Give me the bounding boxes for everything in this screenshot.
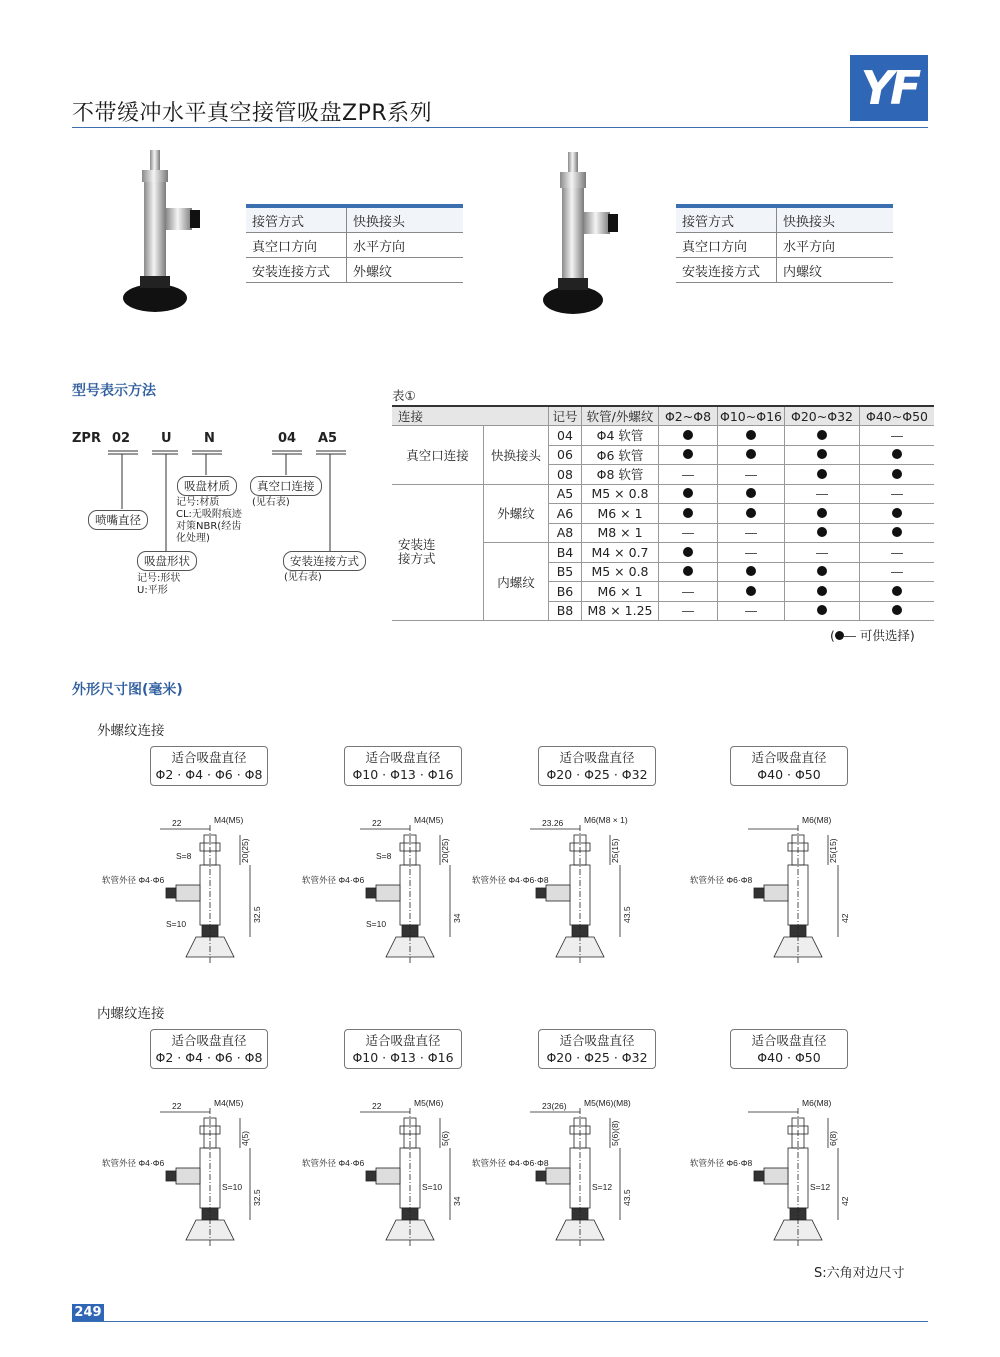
availability-cell (785, 484, 860, 504)
external-drawing (100, 815, 280, 975)
internal-drawing (300, 1098, 480, 1258)
availability-cell (718, 523, 785, 543)
table-row: A8 M8 × 1 (392, 523, 934, 543)
table-row: B6 M6 × 1 (392, 582, 934, 602)
table-row: 08 Φ8 软管 (392, 465, 934, 485)
dimension-label: 25(15) (828, 838, 838, 863)
unavailable-dash (891, 494, 903, 495)
dimension-label: 22 (172, 818, 182, 828)
availability-cell (785, 543, 860, 563)
dims-section-title: 外形尺寸图(毫米) (72, 682, 183, 698)
dimension-label: 软管外径 Φ4·Φ6 (302, 875, 365, 885)
available-dot (683, 508, 693, 518)
internal-drawing (688, 1098, 868, 1258)
unavailable-dash (891, 572, 903, 573)
dimension-label: 42 (840, 1196, 850, 1206)
dimension-label: 43.5 (622, 1189, 632, 1206)
available-dot (817, 449, 827, 459)
table1-caption: 表① (392, 388, 416, 403)
dimension-label: S=10 (166, 919, 187, 929)
availability-cell (659, 504, 718, 524)
range-box: 适合吸盘直径 Φ40 · Φ50 (730, 746, 848, 786)
availability-cell (718, 543, 785, 563)
spec-table-external: 接管方式 快换接头 真空口方向 水平方向 安装连接方式 外螺纹 (246, 204, 463, 283)
availability-cell (718, 601, 785, 621)
code-mount: A5 (318, 431, 338, 446)
unavailable-dash (816, 494, 828, 495)
availability-cell (659, 582, 718, 602)
dimension-label: 22 (372, 818, 382, 828)
availability-cell (659, 484, 718, 504)
available-dot (892, 527, 902, 537)
availability-cell (860, 543, 935, 563)
availability-cell (860, 445, 935, 465)
available-dot (892, 449, 902, 459)
mount-note: (见右表) (284, 572, 322, 583)
available-dot (746, 508, 756, 518)
model-section-title: 型号表示方法 (72, 383, 156, 399)
availability-cell (785, 426, 860, 446)
range-box: 适合吸盘直径 Φ2 · Φ4 · Φ6 · Φ8 (150, 1029, 268, 1069)
available-dot (892, 605, 902, 615)
table-row: 安装连 接方式 外螺纹 A5 M5 × 0.8 (392, 484, 934, 504)
table-row: B8 M8 × 1.25 (392, 601, 934, 621)
availability-cell (659, 562, 718, 582)
dimension-label: S=12 (810, 1182, 831, 1192)
dimension-label: 32.5 (252, 1189, 262, 1206)
availability-cell (659, 543, 718, 563)
label-material: 吸盘材质 (177, 476, 237, 496)
code-material: N (204, 431, 215, 446)
availability-cell (659, 523, 718, 543)
range-box: 适合吸盘直径 Φ2 · Φ4 · Φ6 · Φ8 (150, 746, 268, 786)
unavailable-dash (745, 475, 757, 476)
brand-logo: YF (850, 55, 928, 121)
external-drawing (688, 815, 868, 975)
dimension-label: M6(M8 × 1) (584, 815, 628, 825)
availability-cell (860, 582, 935, 602)
dimension-label: 34 (452, 913, 462, 923)
availability-cell (785, 601, 860, 621)
availability-cell (659, 426, 718, 446)
range-box: 适合吸盘直径 Φ10 · Φ13 · Φ16 (344, 746, 462, 786)
availability-cell (718, 504, 785, 524)
unavailable-dash (682, 475, 694, 476)
available-dot (817, 586, 827, 596)
unavailable-dash (816, 553, 828, 554)
dimension-label: 软管外径 Φ4·Φ6·Φ8 (472, 1158, 549, 1168)
product-photo-external (118, 148, 218, 318)
available-dot (817, 430, 827, 440)
availability-cell (659, 601, 718, 621)
availability-cell (785, 523, 860, 543)
dimension-label: M5(M6)(M8) (584, 1098, 631, 1108)
unavailable-dash (891, 553, 903, 554)
product-photo-internal (540, 150, 640, 320)
available-dot (746, 586, 756, 596)
dimension-label: 34 (452, 1196, 462, 1206)
dimension-label: 5(6) (440, 1130, 450, 1146)
shape-note: 记号:形状 U:平形 (137, 573, 181, 596)
available-dot (746, 488, 756, 498)
label-mount: 安装连接方式 (283, 551, 366, 571)
availability-cell (785, 582, 860, 602)
availability-cell (659, 445, 718, 465)
dimension-label: S=10 (222, 1182, 243, 1192)
available-dot (746, 430, 756, 440)
dimension-label: M4(M5) (214, 1098, 244, 1108)
availability-cell (860, 504, 935, 524)
unavailable-dash (745, 553, 757, 554)
internal-drawing (100, 1098, 280, 1258)
dimension-label: 22 (172, 1101, 182, 1111)
dimension-label: M4(M5) (214, 815, 244, 825)
label-shape: 吸盘形状 (137, 551, 197, 571)
range-box: 适合吸盘直径 Φ10 · Φ13 · Φ16 (344, 1029, 462, 1069)
available-dot (683, 566, 693, 576)
code-vacuum: 04 (278, 431, 297, 446)
availability-cell (860, 465, 935, 485)
table-row: 内螺纹 B4 M4 × 0.7 (392, 543, 934, 563)
title-divider (72, 127, 928, 128)
availability-cell (860, 601, 935, 621)
available-dot (817, 527, 827, 537)
available-dot (683, 488, 693, 498)
dimension-label: S=8 (376, 851, 392, 861)
dimension-label: M6(M8) (802, 1098, 832, 1108)
available-dot (683, 449, 693, 459)
dimension-label: M5(M6) (414, 1098, 444, 1108)
available-dot (683, 547, 693, 557)
table-row: B5 M5 × 0.8 (392, 562, 934, 582)
dimension-label: 软管外径 Φ4·Φ6·Φ8 (472, 875, 549, 885)
availability-cell (718, 465, 785, 485)
dimension-label: 42 (840, 913, 850, 923)
material-note: 记号:材质 CL:无吸附痕迹 对策NBR(经齿 化处理) (176, 497, 242, 544)
availability-cell (718, 426, 785, 446)
dimension-label: 43.5 (622, 906, 632, 923)
availability-cell (785, 445, 860, 465)
vacuum-note: (见右表) (252, 497, 290, 508)
range-box: 适合吸盘直径 Φ20 · Φ25 · Φ32 (538, 746, 656, 786)
external-drawing (470, 815, 650, 975)
range-box: 适合吸盘直径 Φ20 · Φ25 · Φ32 (538, 1029, 656, 1069)
internal-drawing (470, 1098, 650, 1258)
available-dot (817, 605, 827, 615)
available-dot (892, 508, 902, 518)
code-series: ZPR (72, 431, 101, 446)
availability-cell (785, 562, 860, 582)
availability-cell (860, 562, 935, 582)
dimension-label: S=8 (176, 851, 192, 861)
available-dot (817, 566, 827, 576)
availability-cell (718, 484, 785, 504)
unavailable-dash (682, 611, 694, 612)
internal-title: 内螺纹连接 (97, 1006, 165, 1022)
dimension-label: 软管外径 Φ4·Φ6 (102, 1158, 165, 1168)
dimension-label: M6(M8) (802, 815, 832, 825)
range-box: 适合吸盘直径 Φ40 · Φ50 (730, 1029, 848, 1069)
dimension-label: 25(15) (610, 838, 620, 863)
spec-table-internal: 接管方式 快换接头 真空口方向 水平方向 安装连接方式 内螺纹 (676, 204, 893, 283)
available-dot (746, 449, 756, 459)
available-dot (746, 566, 756, 576)
availability-cell (860, 484, 935, 504)
dimension-label: 22 (372, 1101, 382, 1111)
dimension-label: M4(M5) (414, 815, 444, 825)
dimension-label: 软管外径 Φ6·Φ8 (690, 875, 753, 885)
dimension-label: S=10 (366, 919, 387, 929)
code-nozzle: 02 (112, 431, 131, 446)
table-row: 真空口连接 快换接头 04 Φ4 软管 (392, 426, 934, 446)
unavailable-dash (682, 533, 694, 534)
dimension-label: 20(25) (440, 838, 450, 863)
availability-cell (860, 426, 935, 446)
dimension-label: 23(26) (542, 1101, 567, 1111)
availability-table: 连接 记号 软管/外螺纹 Φ2~Φ8 Φ10~Φ16 Φ20~Φ32 Φ40~Φ50 真空口连接 快换接头 04 Φ4 软管 06 Φ6 软管 08 Φ8 软管 安装连 接方式 外螺纹 A5 M5 × 0.8 A6 M6 × 1 A8 M8 × 1 内螺纹 B4 M4 × 0.7 B5 M5 × 0.8 B6 M6 × 1 B8 M8 × 1.25 (392, 405, 934, 621)
table1-legend: ( 可供选择) (830, 628, 915, 643)
dimension-label: 23.26 (542, 818, 564, 828)
availability-cell (785, 504, 860, 524)
available-dot (817, 469, 827, 479)
code-shape: U (161, 431, 172, 446)
availability-cell (718, 562, 785, 582)
external-title: 外螺纹连接 (97, 723, 165, 739)
unavailable-dash (745, 611, 757, 612)
dimension-label: 软管外径 Φ4·Φ6 (102, 875, 165, 885)
unavailable-dash (745, 533, 757, 534)
dimension-label: S=10 (422, 1182, 443, 1192)
available-dot (892, 469, 902, 479)
availability-cell (659, 465, 718, 485)
availability-cell (718, 582, 785, 602)
dimension-label: S=12 (592, 1182, 613, 1192)
external-drawing (300, 815, 480, 975)
hex-note: S:六角对边尺寸 (814, 1266, 905, 1281)
dimension-label: 32.5 (252, 906, 262, 923)
page-title: 不带缓冲水平真空接管吸盘ZPR系列 (72, 101, 433, 126)
unavailable-dash (682, 592, 694, 593)
table-row: A6 M6 × 1 (392, 504, 934, 524)
available-dot (892, 586, 902, 596)
footer-divider (72, 1321, 928, 1322)
dimension-label: 5(6)(8) (610, 1120, 620, 1146)
unavailable-dash (891, 436, 903, 437)
availability-cell (718, 445, 785, 465)
page-number: 249 (72, 1304, 104, 1321)
label-nozzle: 喷嘴直径 (88, 510, 148, 530)
dimension-label: 软管外径 Φ4·Φ6 (302, 1158, 365, 1168)
dimension-label: 4(5) (240, 1130, 250, 1146)
table-row: 06 Φ6 软管 (392, 445, 934, 465)
dimension-label: 20(25) (240, 838, 250, 863)
availability-cell (785, 465, 860, 485)
dimension-label: 软管外径 Φ6·Φ8 (690, 1158, 753, 1168)
available-dot (683, 430, 693, 440)
label-vacuum: 真空口连接 (250, 476, 322, 496)
dimension-label: 6(8) (828, 1130, 838, 1146)
available-dot (817, 508, 827, 518)
availability-cell (860, 523, 935, 543)
